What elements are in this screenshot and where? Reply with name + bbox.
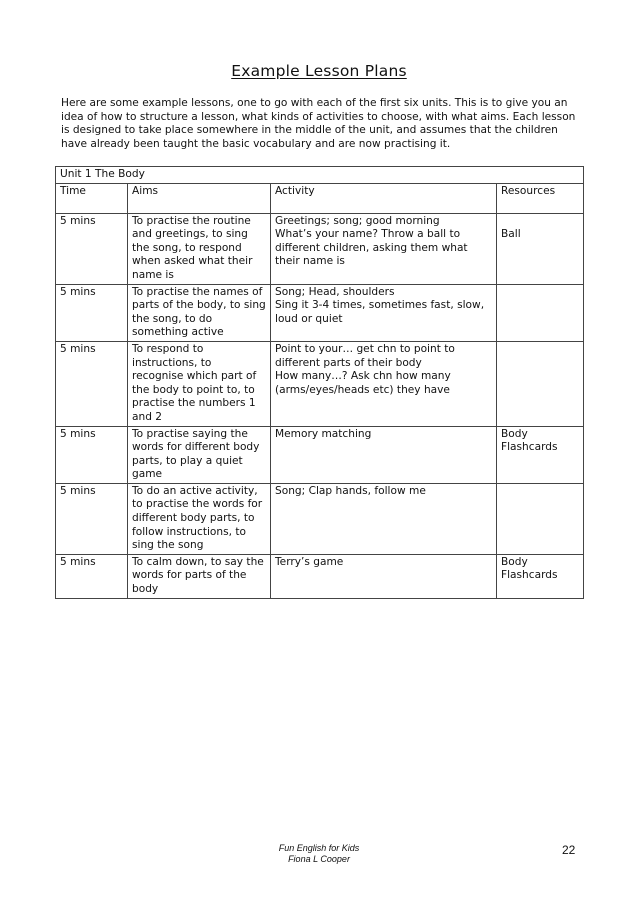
aims-cell: To do an active activity, to practise the words for different body parts, to follow instructions, to sing the song (128, 483, 271, 554)
footer-book-title: Fun English for Kids (278, 843, 360, 853)
footer-author: Fiona L Cooper (288, 854, 350, 864)
header-resources: Resources (497, 183, 584, 213)
activity-cell: Greetings; song; good morning What’s your name? Throw a ball to different children, asking them what their name is (271, 213, 497, 284)
resources-cell (497, 284, 584, 341)
unit-title: Unit 1 The Body (56, 167, 584, 184)
unit-title-row (56, 167, 584, 184)
time-cell: 5 mins (56, 554, 128, 598)
table-row (56, 341, 584, 426)
table-row (56, 554, 584, 598)
aims-cell: To practise saying the words for different body parts, to play a quiet game (128, 426, 271, 483)
table-row (56, 426, 584, 483)
aims-cell: To respond to instructions, to recognise which part of the body to point to, to practise the numbers 1 and 2 (128, 341, 271, 426)
time-cell: 5 mins (56, 284, 128, 341)
resources-cell (497, 341, 584, 426)
activity-cell: Song; Clap hands, follow me (271, 483, 497, 554)
resources-cell (497, 483, 584, 554)
activity-cell: Memory matching (271, 426, 497, 483)
page-number: 22 (562, 843, 576, 857)
header-activity: Activity (271, 183, 497, 213)
table-row (56, 483, 584, 554)
table-row (56, 284, 584, 341)
header-time: Time (56, 183, 128, 213)
resources-cell: Body Flashcards (497, 554, 584, 598)
resources-cell: Body Flashcards (497, 426, 584, 483)
aims-cell: To practise the routine and greetings, to sing the song, to respond when asked what their name is (128, 213, 271, 284)
time-cell: 5 mins (56, 426, 128, 483)
table-row (56, 213, 584, 284)
activity-cell: Terry’s game (271, 554, 497, 598)
aims-cell: To calm down, to say the words for parts of the body (128, 554, 271, 598)
resources-cell: Ball (497, 213, 584, 284)
page-title: Example Lesson Plans (231, 62, 407, 80)
activity-cell: Song; Head, shoulders Sing it 3-4 times, sometimes fast, slow, loud or quiet (271, 284, 497, 341)
lesson-plan-table (55, 166, 584, 599)
time-cell: 5 mins (56, 483, 128, 554)
header-row (56, 183, 584, 213)
intro-paragraph: Here are some example lessons, one to go with each of the first six units. This is to give you an idea of how to structure a lesson, what kinds of activities to choose, with what aims. Each lesson is designed to take place somewhere in the middle of the unit, and assumes that the children have already been taught the basic vocabulary and are now practising it. (61, 97, 576, 150)
time-cell: 5 mins (56, 213, 128, 284)
time-cell: 5 mins (56, 341, 128, 426)
activity-cell: Point to your… get chn to point to different parts of their body How many…? Ask chn how many (arms/eyes/heads etc) they have (271, 341, 497, 426)
page-footer (0, 843, 638, 865)
header-aims: Aims (128, 183, 271, 213)
aims-cell: To practise the names of parts of the body, to sing the song, to do something active (128, 284, 271, 341)
